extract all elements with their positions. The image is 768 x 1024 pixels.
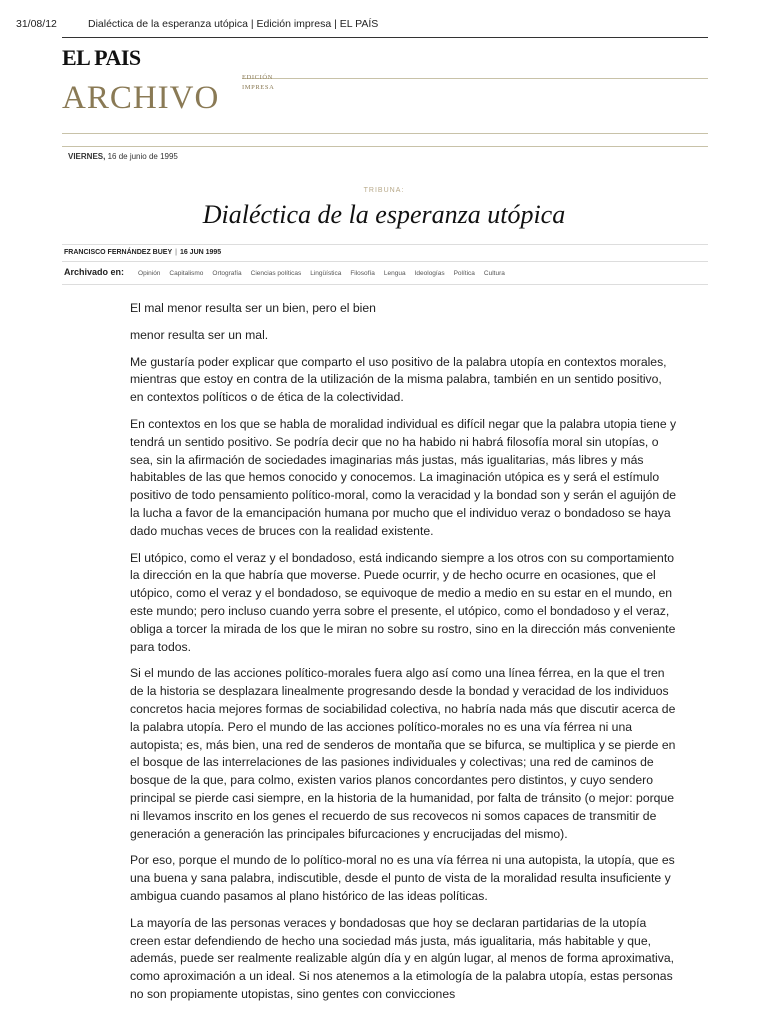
edition-divider [242, 78, 708, 79]
article-paragraph: menor resulta ser un mal. [130, 327, 269, 342]
article-paragraph: Por eso, porque el mundo de lo político-moral no es una vía férrea ni una autopista, la utopía, que es una buena y sana palabra, indiscutible, desde el punto de vista de la moralidad resulta insuficiente y ambigua cuando pasamos al plano histórico de las ideas políticas. [130, 853, 675, 903]
tag-link[interactable]: Lingüística [310, 270, 342, 277]
byline: FRANCISCO FERNÁNDEZ BUEY | 16 JUN 1995 [64, 249, 222, 256]
article-headline: Dialéctica de la esperanza utópica [202, 200, 566, 229]
section-label[interactable]: TRIBUNA: [363, 187, 405, 194]
masthead-divider-bottom [62, 146, 708, 147]
edition-label-line2: IMPRESA [242, 84, 275, 91]
print-page-title: Dialéctica de la esperanza utópica | Edición impresa | EL PAÍS [88, 18, 379, 30]
el-pais-logo[interactable]: EL PAIS [62, 45, 141, 70]
article-paragraph: El mal menor resulta ser un bien, pero el bien [130, 301, 376, 315]
print-date: 31/08/12 [16, 18, 57, 30]
article-paragraph: En contextos en los que se habla de moralidad individual es difícil negar que la palabra utopia tiene y tendrá un sentido positivo. Se podría decir que no ha habido ni habrá filosofía moral sin utopías, o sea, sin la afirmación de sociedades imaginarias más justas, más igualitarias, más libres y más habitables de las que hemos conocido y conocemos. La imaginación utópica es y será el estímulo positivo de todo pensamiento político-moral, como la veracidad y la bondad son y serán el aguijón de la lucha a favor de la emancipación humana por mucho que el individuo veraz o bondadoso se haya dado muchas veces de bruces con la realidad existente. [130, 416, 677, 538]
tag-link[interactable]: Política [453, 270, 475, 277]
tag-link[interactable]: Cultura [483, 270, 505, 277]
tag-link[interactable]: Ortografía [212, 270, 242, 277]
article-paragraph: Me gustaría poder explicar que comparto el uso positivo de la palabra utopía en contextos morales, mientras que estoy en contra de la utilización de la misma palabra, también en un sentido positivo, en contextos políticos o de ética de la colectividad. [130, 354, 667, 405]
dateline-weekday: VIERNES, [68, 152, 106, 161]
masthead-divider-top [62, 133, 708, 134]
edition-label-line1: EDICIÓN [242, 74, 273, 81]
byline-divider-bottom [62, 261, 708, 262]
article-paragraph: La mayoría de las personas veraces y bondadosas que hoy se declaran partidarias de la utopía creen estar defendiendo de hecho una sociedad más justa, más igualitaria, más habitable y que, además, puede ser realmente realizable algún día y en algún lugar, al menos de forma aproximativa, como aproximación a un ideal. Si nos atenemos a la etimología de la palabra utopía, estas personas no son propiamente utopistas, sino gentes con convicciones [130, 915, 675, 1001]
dateline-date: 16 de junio de 1995 [107, 152, 178, 161]
header-divider [62, 37, 708, 38]
tag-link[interactable]: Filosofía [350, 270, 375, 277]
author-name[interactable]: FRANCISCO FERNÁNDEZ BUEY [64, 249, 173, 256]
tag-link[interactable]: Lengua [383, 270, 406, 277]
archived-label: Archivado en: [64, 267, 125, 277]
archived-tags [64, 267, 514, 277]
tag-link[interactable]: Ideologías [414, 270, 445, 277]
byline-divider-top [62, 244, 708, 245]
dateline [68, 152, 178, 161]
edition-label [242, 73, 274, 93]
article-paragraph: El utópico, como el veraz y el bondadoso, está indicando siempre a los otros con su comportamiento la dirección en la que habría que moverse. Puede ocurrir, y de hecho ocurre en ocasiones, que el utópico, como el veraz y el bondadoso, se equivoque de medio a medio en su estar en el mundo, en este mundo; pero incluso cuando yerra sobre el presente, el utópico, como el bondadoso y el veraz, obliga a torcer la mirada de los que le miran no sobre su rostro, sino en la dirección más conveniente para todos. [130, 550, 676, 654]
tag-link[interactable]: Capitalismo [169, 270, 204, 277]
byline-date: 16 JUN 1995 [179, 249, 222, 256]
tag-link[interactable]: Opinión [138, 270, 161, 277]
tags-divider [62, 284, 708, 285]
article-body [130, 300, 678, 1013]
article-paragraph: Si el mundo de las acciones político-morales fuera algo así como una línea férrea, en la que el tren de la historia se desplazara linealmente progresando desde la bondad y veracidad de los individuos concretos hacia mejores formas de sociabilidad colectiva, no habría nada más que discutir acerca de la palabra utopía. Pero el mundo de las acciones político-morales no es una vía férrea ni una autopista; es, más bien, una red de senderos de montaña que se bifurca, se multiplica y se pierde en el bosque de las interrelaciones de las pasiones individuales y colectivas; una red de caminos de bosque de la que, para colmo, existen varios planos concordantes pero distintos, y cuyo sendero principal se pierde casi siempre, en la historia de la humanidad, por falta de tránsito (o mejor: porque ni llevamos inscrito en los genes el recuerdo de sus recovecos ni somos capaces de transmitir de generación a generación las principales bifurcaciones y encrucijadas del mismo). [130, 666, 676, 841]
tag-link[interactable]: Ciencias políticas [250, 270, 302, 277]
archivo-title[interactable]: ARCHIVO [62, 80, 220, 116]
